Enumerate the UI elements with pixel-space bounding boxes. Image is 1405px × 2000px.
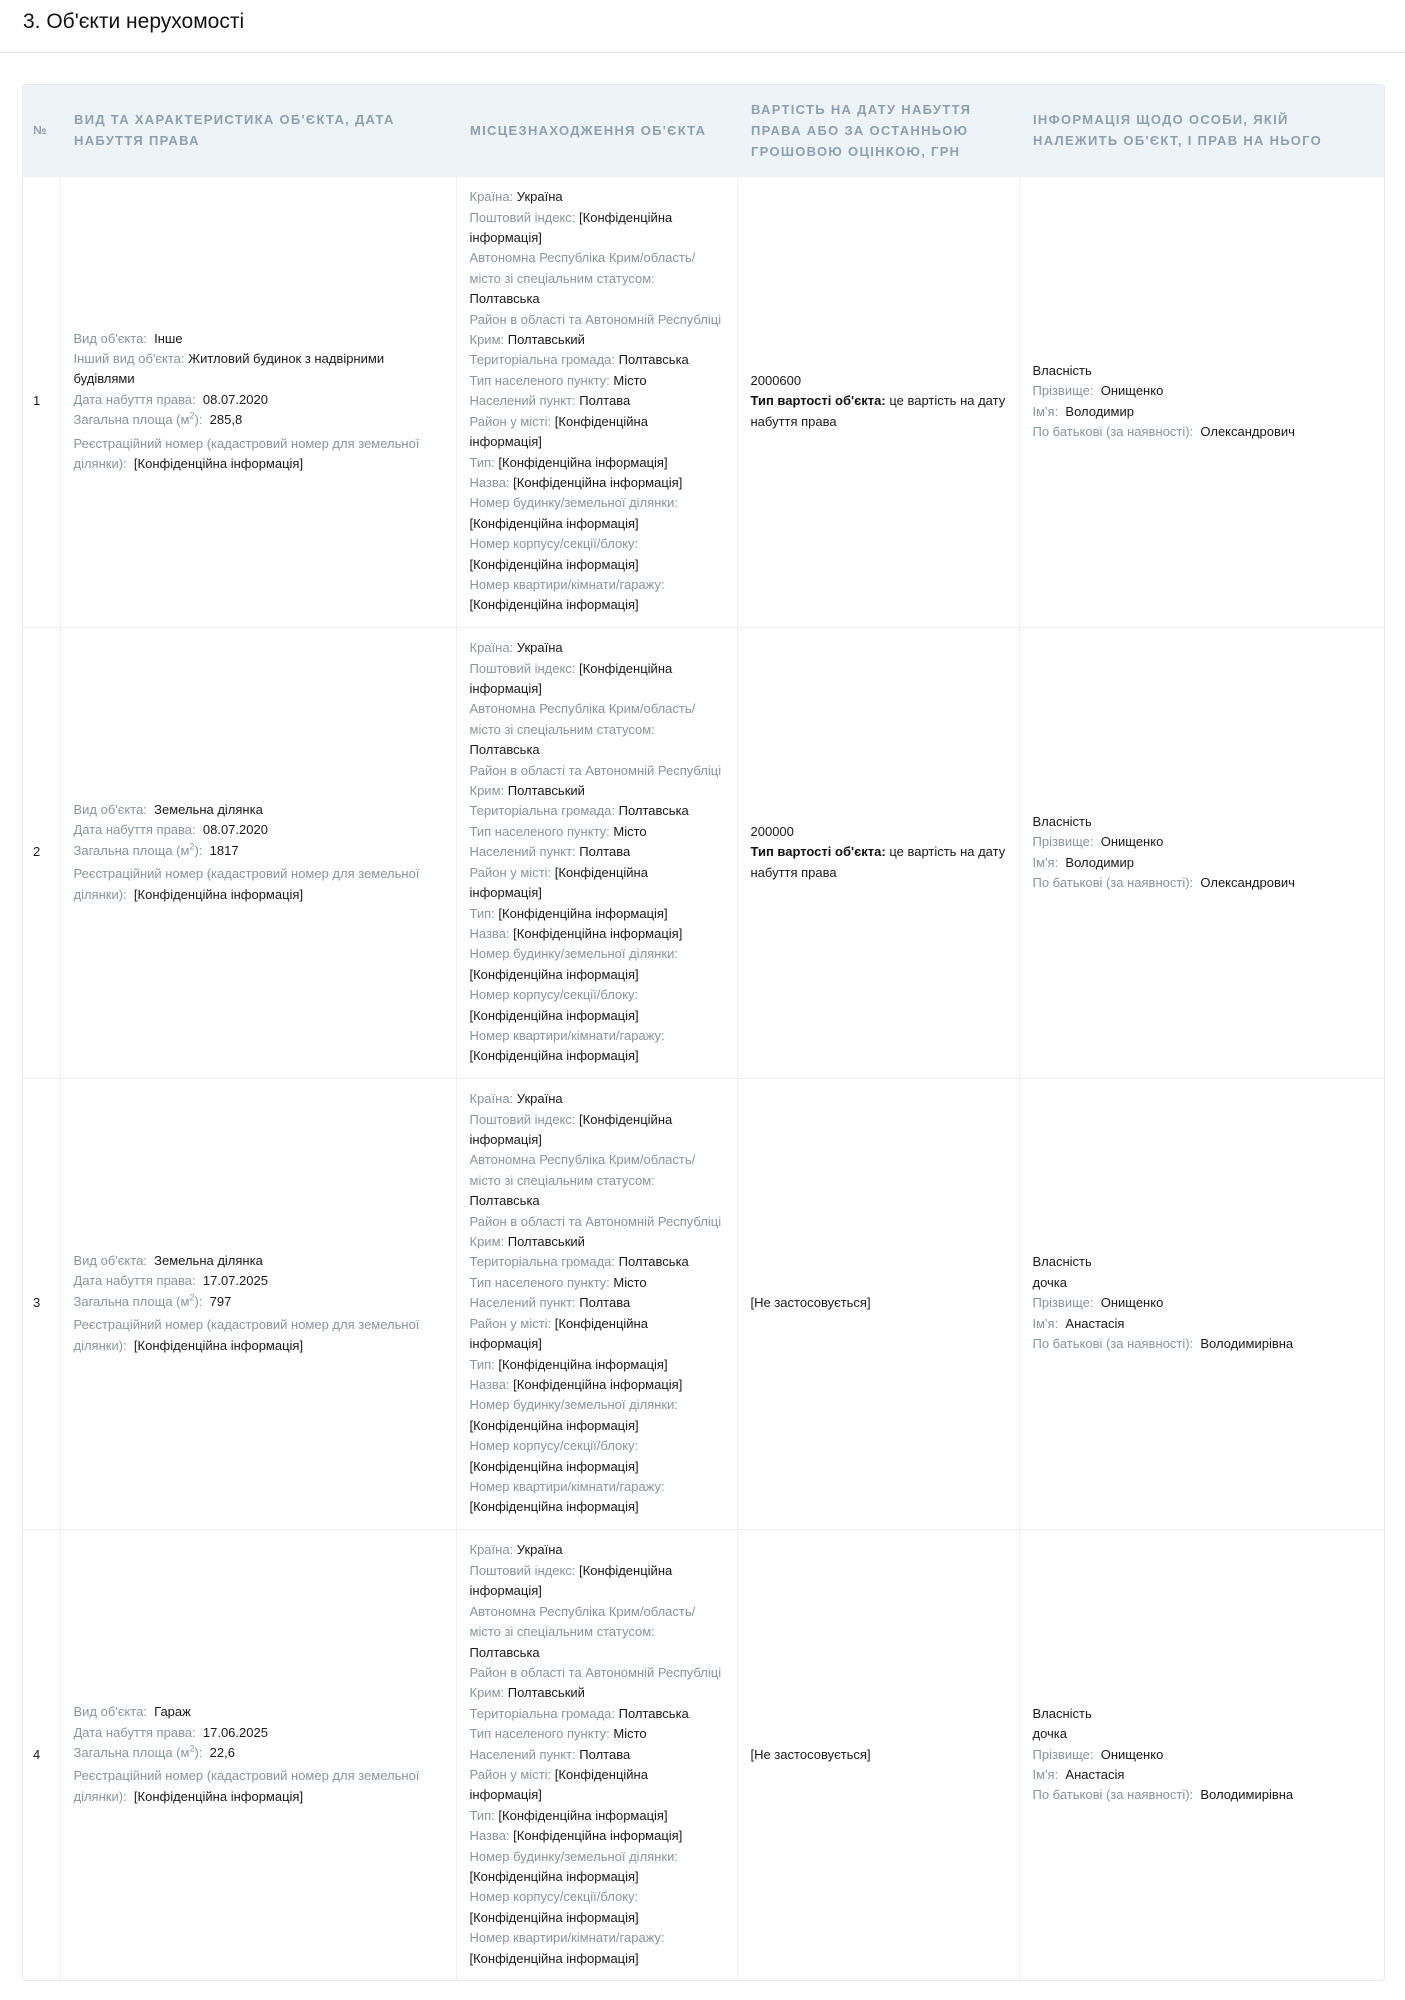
row-number	[23, 1529, 60, 1980]
header-location: МІСЦЕЗНАХОДЖЕННЯ ОБ'ЄКТА	[470, 122, 707, 138]
acquired-value: 08.07.2020	[202, 391, 268, 407]
postcode-value: [Конфіденційна інформація]	[469, 1111, 673, 1148]
header-object: ВИД ТА ХАРАКТЕРИСТИКА ОБ'ЄКТА, ДАТА НАБУТТЯ ПРАВА	[74, 112, 395, 149]
patronymic-value: Володимирівна	[1200, 1787, 1294, 1803]
reg-number-value: [Конфіденційна інформація]	[133, 1337, 304, 1353]
table-row	[23, 176, 1385, 627]
area-line	[74, 1292, 443, 1312]
country-value: Україна	[516, 1542, 563, 1558]
acquired-label: Дата набуття права:	[73, 391, 196, 407]
relation-value: дочка	[1032, 1274, 1068, 1290]
street-name-value: [Конфіденційна інформація]	[513, 925, 683, 941]
country-value: Україна	[516, 1091, 563, 1107]
settlement-value: Полтава	[579, 1746, 631, 1762]
area-line	[74, 1743, 443, 1763]
row-number-value: 1	[33, 393, 41, 409]
row-number-value: 2	[33, 844, 41, 860]
object-cell	[60, 1078, 456, 1529]
object-type-label: Вид об'єкта:	[73, 1252, 147, 1268]
district-value: Полтавський	[507, 783, 585, 799]
apartment-value: [Конфіденційна інформація]	[469, 1048, 639, 1064]
owner-cell: Власність дочка Прізвище: Онищенко Ім'я: Анастасія По батькові (за наявності): Володимирівна	[1019, 1529, 1385, 1980]
building-value: [Конфіденційна інформація]	[469, 1458, 639, 1474]
location-cell: Країна: Україна Поштовий індекс: [Конфіденційна інформація] Автономна Республіка Крим/область/місто зі спеціальним статусом: Полтавська Район в області та Автономній Республіці Крим: Полтавський Територіальна громада: Полтавська Тип населеного пункту: Місто Населений пункт: Полтава Район у місті: [Конфіденційна інформація] Тип: [Конфіденційна інформація] Назва: [Конфіденційна інформація] Номер будинку/земельної ділянки: [Конфіденційна інформація] Номер корпусу/секції/блоку: [Конфіденційна інформація] Номер квартири/кімнати/гаражу: [Конфіденційна інформація]	[456, 1529, 737, 1980]
object-type-value: Земельна ділянка	[154, 801, 263, 817]
row-number	[23, 176, 60, 627]
cost-value: 2000600	[750, 372, 802, 388]
settlement-value: Полтава	[579, 393, 631, 409]
apartment-value: [Конфіденційна інформація]	[469, 597, 639, 613]
settlement-value: Полтава	[579, 1295, 631, 1311]
object-type-line	[74, 800, 443, 820]
district-value: Полтавський	[507, 1234, 585, 1250]
reg-number-label: Реєстраційний номер (кадастровий номер для земельної ділянки):	[73, 1768, 420, 1804]
city-district-value: [Конфіденційна інформація]	[469, 1766, 648, 1803]
cost-type-line	[751, 842, 1006, 883]
region-value: Полтавська	[469, 1193, 540, 1209]
object-cell	[60, 627, 456, 1078]
building-value: [Конфіденційна інформація]	[469, 1909, 639, 1925]
settlement-type-value: Місто	[613, 1274, 647, 1290]
cost-cell	[737, 627, 1019, 1078]
object-type-label: Вид об'єкта:	[73, 330, 147, 346]
object-type-line	[74, 329, 443, 349]
header-cost: ВАРТІСТЬ НА ДАТУ НАБУТТЯ ПРАВА АБО ЗА ОСТАННЬОЮ ГРОШОВОЮ ОЦІНКОЮ, ГРН	[751, 101, 972, 159]
area-value: 797	[209, 1293, 232, 1309]
page-title: 3. Об'єкти нерухомості	[23, 10, 245, 33]
area-line	[74, 410, 443, 430]
postcode-value: [Конфіденційна інформація]	[469, 1562, 673, 1599]
cost-type-line	[751, 391, 1006, 432]
street-type-value: [Конфіденційна інформація]	[498, 905, 668, 921]
street-type-value: [Конфіденційна інформація]	[498, 454, 668, 470]
street-name-value: [Конфіденційна інформація]	[513, 474, 683, 490]
name-value: Анастасія	[1065, 1315, 1125, 1331]
name-value: Анастасія	[1065, 1766, 1125, 1782]
community-value: Полтавська	[618, 1254, 689, 1270]
object-type-label: Вид об'єкта:	[73, 1704, 147, 1720]
apartment-value: [Конфіденційна інформація]	[469, 1499, 639, 1515]
area-label: Загальна площа $(м^2)$:	[73, 410, 203, 428]
right-type-value: Власність	[1032, 813, 1092, 829]
other-type-line	[74, 349, 443, 390]
patronymic-value: Володимирівна	[1200, 1336, 1294, 1352]
street-name-value: [Конфіденційна інформація]	[513, 1828, 683, 1844]
area-label: Загальна площа $(м^2)$:	[73, 1292, 203, 1309]
row-number	[23, 1078, 60, 1529]
row-number	[23, 627, 60, 1078]
acquired-line	[74, 1271, 443, 1291]
name-value: Володимир	[1065, 403, 1134, 419]
area-value: 22,6	[209, 1745, 235, 1761]
reg-number-line	[74, 434, 443, 475]
cost-value: 200000	[750, 823, 794, 839]
cost-value: [Не застосовується]	[750, 1746, 871, 1762]
header-owner: ІНФОРМАЦІЯ ЩОДО ОСОБИ, ЯКІЙ НАЛЕЖИТЬ ОБ'ЄКТ, І ПРАВ НА НЬОГО	[1033, 112, 1323, 149]
area-label: Загальна площа $(м^2)$:	[73, 841, 203, 858]
community-value: Полтавська	[618, 803, 689, 819]
table-row	[23, 1529, 1385, 1980]
owner-cell: Власність Прізвище: Онищенко Ім'я: Володимир По батькові (за наявності): Олександрович	[1019, 627, 1385, 1078]
street-name-value: [Конфіденційна інформація]	[513, 1376, 683, 1392]
acquired-label: Дата набуття права:	[73, 822, 196, 838]
patronymic-value: Олександрович	[1200, 423, 1295, 439]
right-type-value: Власність	[1032, 1705, 1092, 1721]
region-value: Полтавська	[469, 291, 540, 307]
community-value: Полтавська	[618, 352, 689, 368]
row-number-value: 4	[33, 1746, 41, 1762]
owner-cell: Власність дочка Прізвище: Онищенко Ім'я: Анастасія По батькові (за наявності): Володимирівна	[1019, 1078, 1385, 1529]
cost-cell	[737, 1529, 1019, 1980]
settlement-type-value: Місто	[613, 823, 647, 839]
surname-value: Онищенко	[1100, 383, 1164, 399]
cost-type-label: Тип вартості об'єкта:	[750, 393, 886, 409]
name-value: Володимир	[1065, 854, 1134, 870]
postcode-value: [Конфіденційна інформація]	[469, 209, 673, 246]
object-type-value: Інше	[154, 330, 183, 346]
cost-cell	[737, 176, 1019, 627]
settlement-value: Полтава	[579, 844, 631, 860]
acquired-value: 17.07.2025	[202, 1273, 268, 1289]
district-value: Полтавський	[507, 1685, 585, 1701]
house-value: [Конфіденційна інформація]	[469, 1868, 639, 1884]
acquired-value: 08.07.2020	[202, 822, 268, 838]
surname-value: Онищенко	[1100, 834, 1164, 850]
location-cell: Країна: Україна Поштовий індекс: [Конфіденційна інформація] Автономна Республіка Крим/область/місто зі спеціальним статусом: Полтавська Район в області та Автономній Республіці Крим: Полтавський Територіальна громада: Полтавська Тип населеного пункту: Місто Населений пункт: Полтава Район у місті: [Конфіденційна інформація] Тип: [Конфіденційна інформація] Назва: [Конфіденційна інформація] Номер будинку/земельної ділянки: [Конфіденційна інформація] Номер корпусу/секції/блоку: [Конфіденційна інформація] Номер квартири/кімнати/гаражу: [Конфіденційна інформація]	[456, 627, 737, 1078]
header-num: №	[33, 122, 47, 137]
relation-value: дочка	[1032, 1726, 1068, 1742]
settlement-type-value: Місто	[613, 372, 647, 388]
city-district-value: [Конфіденційна інформація]	[469, 1315, 648, 1352]
house-value: [Конфіденційна інформація]	[469, 1417, 639, 1433]
postcode-value: [Конфіденційна інформація]	[469, 660, 673, 697]
table-row	[23, 1078, 1385, 1529]
settlement-type-value: Місто	[613, 1726, 647, 1742]
surname-value: Онищенко	[1100, 1746, 1164, 1762]
city-district-value: [Конфіденційна інформація]	[469, 413, 648, 450]
reg-number-label: Реєстраційний номер (кадастровий номер для земельної ділянки):	[73, 1317, 420, 1353]
area-value: 1817	[209, 842, 239, 858]
apartment-value: [Конфіденційна інформація]	[469, 1950, 639, 1966]
row-number-value: 3	[33, 1295, 41, 1311]
city-district-value: [Конфіденційна інформація]	[469, 864, 648, 901]
building-value: [Конфіденційна інформація]	[469, 556, 639, 572]
other-type-label: Інший вид об'єкта:	[73, 350, 185, 366]
house-value: [Конфіденційна інформація]	[469, 966, 639, 982]
acquired-line	[74, 390, 443, 410]
object-type-value: Гараж	[154, 1704, 191, 1720]
object-cell	[60, 1529, 456, 1980]
surname-value: Онищенко	[1100, 1295, 1164, 1311]
reg-number-value: [Конфіденційна інформація]	[133, 886, 304, 902]
reg-number-line	[74, 1766, 443, 1807]
object-type-line	[74, 1251, 443, 1271]
street-type-value: [Конфіденційна інформація]	[498, 1807, 668, 1823]
table-row	[23, 627, 1385, 1078]
cost-type-label: Тип вартості об'єкта:	[750, 844, 886, 860]
object-type-label: Вид об'єкта:	[73, 801, 147, 817]
right-type-value: Власність	[1032, 362, 1092, 378]
reg-number-value: [Конфіденційна інформація]	[133, 456, 304, 472]
other-type-value: Житловий будинок з надвірними будівлями	[73, 350, 385, 387]
acquired-value: 17.06.2025	[202, 1724, 268, 1740]
country-value: Україна	[516, 189, 563, 205]
acquired-label: Дата набуття права:	[73, 1273, 196, 1289]
community-value: Полтавська	[618, 1705, 689, 1721]
building-value: [Конфіденційна інформація]	[469, 1007, 639, 1023]
real-estate-table	[22, 84, 1385, 1981]
location-cell: Країна: Україна Поштовий індекс: [Конфіденційна інформація] Автономна Республіка Крим/область/місто зі спеціальним статусом: Полтавська Район в області та Автономній Республіці Крим: Полтавський Територіальна громада: Полтавська Тип населеного пункту: Місто Населений пункт: Полтава Район у місті: [Конфіденційна інформація] Тип: [Конфіденційна інформація] Назва: [Конфіденційна інформація] Номер будинку/земельної ділянки: [Конфіденційна інформація] Номер корпусу/секції/блоку: [Конфіденційна інформація] Номер квартири/кімнати/гаражу: [Конфіденційна інформація]	[456, 1078, 737, 1529]
reg-number-line	[74, 864, 443, 905]
acquired-label: Дата набуття права:	[73, 1724, 196, 1740]
country-value: Україна	[516, 640, 563, 656]
reg-number-line	[74, 1315, 443, 1356]
right-type-value: Власність	[1032, 1254, 1092, 1270]
object-type-value: Земельна ділянка	[154, 1252, 263, 1268]
reg-number-label: Реєстраційний номер (кадастровий номер для земельної ділянки):	[73, 435, 420, 472]
acquired-line	[74, 820, 443, 840]
house-value: [Конфіденційна інформація]	[469, 515, 639, 531]
patronymic-value: Олександрович	[1200, 874, 1295, 890]
area-label: Загальна площа $(м^2)$:	[73, 1743, 203, 1761]
reg-number-label: Реєстраційний номер (кадастровий номер для земельної ділянки):	[73, 866, 420, 902]
cost-type-value: це вартість на дату набуття права	[750, 393, 1006, 429]
object-type-line	[74, 1702, 443, 1722]
cost-value: [Не застосовується]	[750, 1295, 871, 1311]
title-divider	[0, 52, 1405, 53]
owner-cell: Власність Прізвище: Онищенко Ім'я: Володимир По батькові (за наявності): Олександрович	[1019, 176, 1385, 627]
acquired-line	[74, 1723, 443, 1743]
object-cell	[60, 176, 456, 627]
location-cell: Країна: Україна Поштовий індекс: [Конфіденційна інформація] Автономна Республіка Крим/область/місто зі спеціальним статусом: Полтавська Район в області та Автономній Республіці Крим: Полтавський Територіальна громада: Полтавська Тип населеного пункту: Місто Населений пункт: Полтава Район у місті: [Конфіденційна інформація] Тип: [Конфіденційна інформація] Назва: [Конфіденційна інформація] Номер будинку/земельної ділянки: [Конфіденційна інформація] Номер корпусу/секції/блоку: [Конфіденційна інформація] Номер квартири/кімнати/гаражу: [Конфіденційна інформація]	[456, 176, 737, 627]
area-line	[74, 841, 443, 861]
cost-type-value: це вартість на дату набуття права	[750, 844, 1006, 880]
reg-number-value: [Конфіденційна інформація]	[133, 1788, 304, 1804]
area-value: 285,8	[209, 412, 243, 428]
street-type-value: [Конфіденційна інформація]	[498, 1356, 668, 1372]
region-value: Полтавська	[469, 742, 540, 758]
table-header-row	[23, 85, 1385, 176]
cost-cell	[737, 1078, 1019, 1529]
district-value: Полтавський	[507, 332, 585, 348]
region-value: Полтавська	[469, 1644, 540, 1660]
